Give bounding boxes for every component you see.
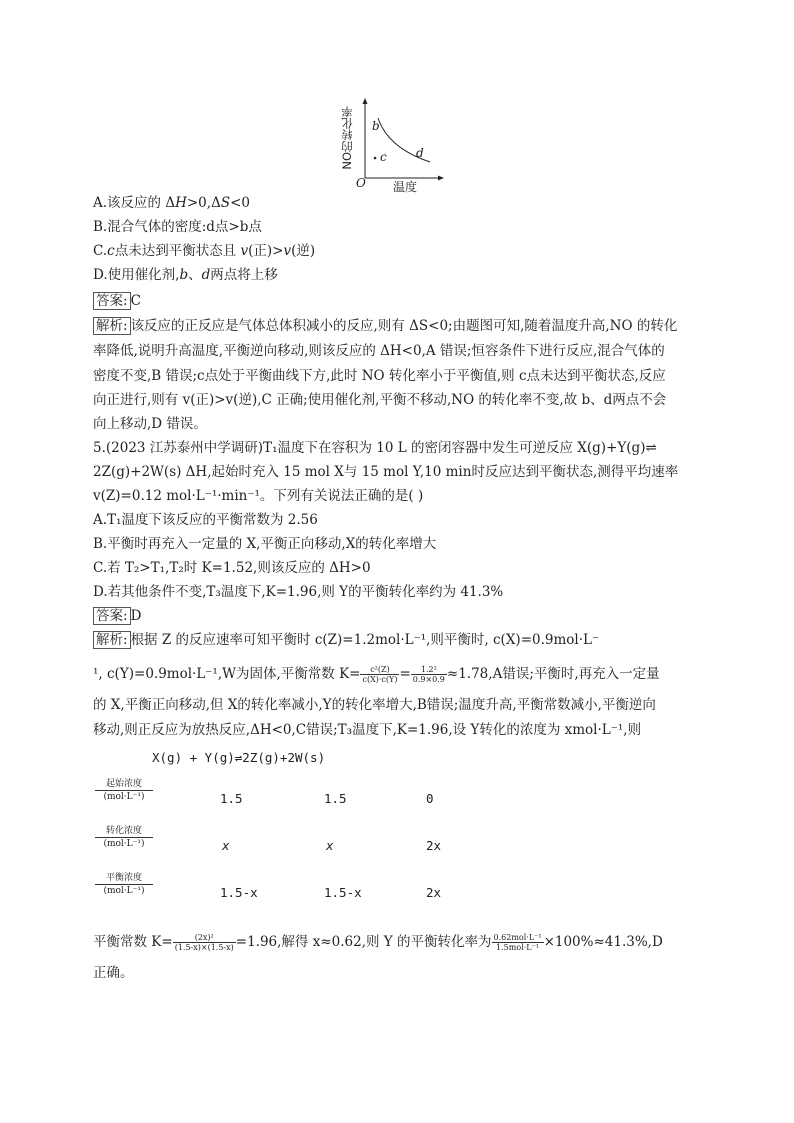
table-cell: 1.5 <box>324 791 347 806</box>
y-axis-label: NO的转化率 <box>340 106 354 170</box>
point-d-label: d <box>416 146 424 160</box>
q5-option-c: C.若 T₂>T₁,T₂时 K=1.52,则该反应的 ΔH>0 <box>93 560 371 576</box>
table-cell: 1.5-x <box>220 885 258 900</box>
answer-value: C <box>130 293 141 309</box>
q4-answer <box>93 293 141 309</box>
q5-stem-line-1: 5.(2023 江苏泰州中学调研)T₁温度下在容积为 10 L 的密闭容器中发生可逆反应 X(g)+Y(g)⇌ <box>93 440 657 456</box>
q4-option-a: A.该反应的 ΔH>0,ΔS<0 <box>93 195 250 211</box>
q5-analysis-line-3: 的 X,平衡正向移动,但 X的转化率减小,Y的转化率增大,B错误;温度升高,平衡常数减小,平衡逆向 <box>93 697 656 713</box>
q5-stem-line-3: v(Z)=0.12 mol·L⁻¹·min⁻¹。下列有关说法正确的是( ) <box>93 488 424 504</box>
x-axis-label: 温度 <box>393 180 418 194</box>
table-cell: 1.5 <box>220 791 243 806</box>
origin-label: O <box>356 176 366 190</box>
q4-option-c: C.c点未达到平衡状态且 v(正)>v(逆) <box>93 243 316 259</box>
table-cell: x <box>326 838 334 853</box>
q4-analysis-line-5: 向上移动,D 错误。 <box>93 416 207 432</box>
table-cell: 0 <box>426 791 434 806</box>
q5-answer <box>93 608 141 624</box>
q5-final-line-1: 平衡常数 K= $\frac{\text{(2x)²}}{(1.5-x)\times(1.5-x)}$ =1.96,解得 x≈0.62,则 Y 的平衡转化率为 $\frac{\text{0.62mol·L⁻¹}}{\text{1.5mol·L⁻¹}}$ ×100%≈41.3%,D <box>93 933 663 952</box>
q5-option-a: A.T₁温度下该反应的平衡常数为 2.56 <box>93 512 318 528</box>
conversion-temperature-figure <box>340 96 450 196</box>
k-equation-fraction: $\frac{\text{(2x)²}}{(1.5-x)\times(1.5-x)}$ <box>174 933 234 952</box>
table-cell: 1.5-x <box>324 885 362 900</box>
table-row-label: 起始浓度 (mol·L⁻¹) <box>95 779 153 802</box>
q5-analysis-line-2: ¹, c(Y)=0.9mol·L⁻¹,W为固体,平衡常数 K= $\frac{\text{c²(Z)}}{c(X)\cdot c(Y)}$ = $\frac{\text{1.2²}}{0.9\times 0.9}$ ≈1.78,A错误;平衡时,再充入一定量 <box>93 665 660 684</box>
analysis-label: 解析: <box>93 631 131 649</box>
q4-option-b: B.混合气体的密度:d点>b点 <box>93 219 262 235</box>
table-cell: x <box>222 838 230 853</box>
q5-option-b: B.平衡时再充入一定量的 X,平衡正向移动,X的转化率增大 <box>93 536 437 552</box>
point-c-dot <box>374 157 377 160</box>
answer-value: D <box>130 608 142 624</box>
table-cell: 2x <box>426 838 442 853</box>
q4-analysis-line-3: 密度不变,B 错误;c点处于平衡曲线下方,此时 NO 转化率小于平衡值,则 c点未达到平衡状态,反应 <box>93 368 666 384</box>
q5-stem-line-2: 2Z(g)+2W(s) ΔH,起始时充入 15 mol X与 15 mol Y,10 min时反应达到平衡状态,测得平均速率 <box>93 464 679 480</box>
k-value-fraction: $\frac{\text{1.2²}}{0.9\times 0.9}$ <box>412 665 445 684</box>
table-row-label: 转化浓度 (mol·L⁻¹) <box>95 826 153 849</box>
q5-analysis-line-4: 移动,则正反应为放热反应,ΔH<0,C错误;T₃温度下,K=1.96,设 Y转化的浓度为 xmol·L⁻¹,则 <box>93 722 642 738</box>
x-axis-arrow <box>438 176 444 181</box>
answer-label: 答案: <box>93 607 131 625</box>
q4-option-d: D.使用催化剂,b、d两点将上移 <box>93 267 278 283</box>
k-expression-fraction: $\frac{\text{c²(Z)}}{c(X)\cdot c(Y)}$ <box>362 665 398 684</box>
point-b-label: b <box>372 119 380 133</box>
answer-label: 答案: <box>93 292 131 310</box>
q4-analysis-line-2: 率降低,说明升高温度,平衡逆向移动,则该反应的 ΔH<0,A 错误;恒容条件下进行反应,混合气体的 <box>93 343 665 359</box>
table-cell: 2x <box>426 885 442 900</box>
q5-analysis-line-1: 解析: 根据 Z 的反应速率可知平衡时 c(Z)=1.2mol·L⁻¹,则平衡时, c(X)=0.9mol·L⁻ <box>93 632 599 648</box>
analysis-label: 解析: <box>93 317 131 335</box>
q4-analysis-line-1: 解析: 该反应的正反应是气体总体积减小的反应,则有 ΔS<0;由题图可知,随着温度升高,NO 的转化 <box>93 318 677 334</box>
point-c-label: c <box>380 150 387 164</box>
q4-analysis-line-4: 向正进行,则有 v(正)>v(逆),C 正确;使用催化剂,平衡不移动,NO 的转化率不变,故 b、d两点不会 <box>93 392 667 408</box>
q5-option-d: D.若其他条件不变,T₃温度下,K=1.96,则 Y的平衡转化率约为 41.3% <box>93 584 504 600</box>
conversion-fraction: $\frac{\text{0.62mol·L⁻¹}}{\text{1.5mol·L⁻¹}}$ <box>493 933 542 952</box>
reaction-equation: X(g) + Y(g)⇌2Z(g)+2W(s) <box>152 750 326 765</box>
y-axis-arrow <box>363 98 368 104</box>
q5-final-line-2: 正确。 <box>93 965 134 981</box>
table-row-label: 平衡浓度 (mol·L⁻¹) <box>95 873 153 896</box>
